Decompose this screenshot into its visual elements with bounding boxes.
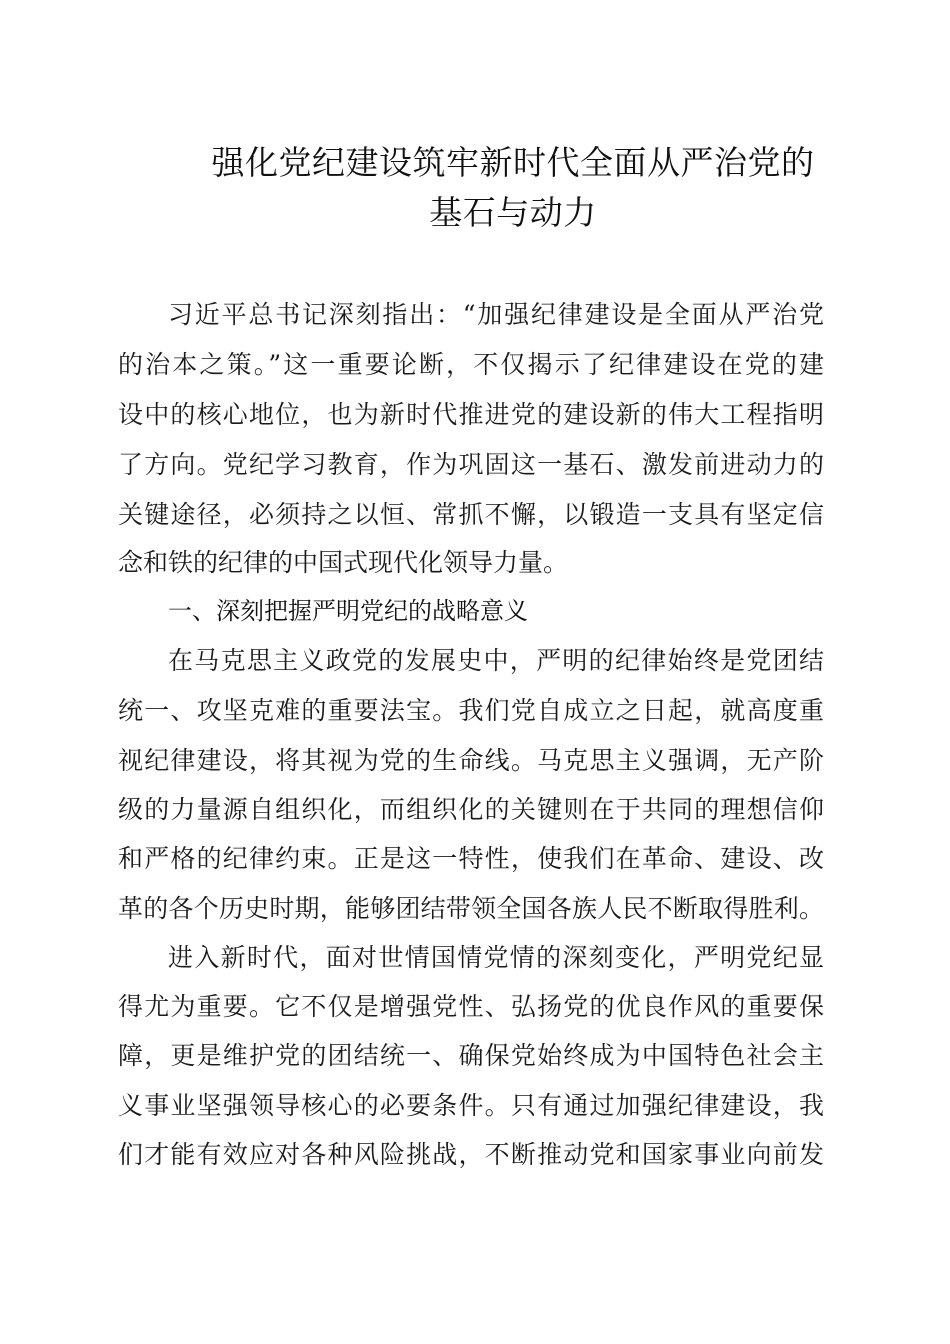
section-heading-1: 一、深刻把握严明党纪的战略意义 xyxy=(168,597,528,625)
paragraph-1-line-3: 设中的核心地位，也为新时代推进党的建设新的伟大工程指明 xyxy=(118,400,824,429)
paragraph-2-line-3: 视纪律建设，将其视为党的生命线。马克思主义强调，无产阶 xyxy=(118,746,824,775)
paragraph-2-line-6: 革的各个历史时期，能够团结带领全国各族人民不断取得胜利。 xyxy=(118,894,824,923)
paragraph-3-line-4: 义事业坚强领导核心的必要条件。只有通过加强纪律建设，我 xyxy=(118,1091,824,1120)
paragraph-2-line-4: 级的力量源自组织化，而组织化的关键则在于共同的理想信仰 xyxy=(118,795,824,824)
paragraph-1-line-2: 的治本之策。”这一重要论断，不仅揭示了纪律建设在党的建 xyxy=(118,350,824,379)
paragraph-3-line-5: 们才能有效应对各种风险挑战，不断推动党和国家事业向前发 xyxy=(118,1140,824,1169)
paragraph-2-line-2: 统一、攻坚克难的重要法宝。我们党自成立之日起，就高度重 xyxy=(118,696,824,725)
paragraph-1-line-4: 了方向。党纪学习教育，作为巩固这一基石、激发前进动力的 xyxy=(118,450,824,479)
paragraph-2-line-1: 在马克思主义政党的发展史中，严明的纪律始终是党团结 xyxy=(168,646,824,675)
document-title-line-1: 强化党纪建设筑牢新时代全面从严治党的 xyxy=(211,143,815,182)
paragraph-1-line-1: 习近平总书记深刻指出：“加强纪律建设是全面从严治党 xyxy=(168,300,824,329)
paragraph-3-line-3: 障，更是维护党的团结统一、确保党始终成为中国特色社会主 xyxy=(118,1041,824,1070)
paragraph-3-line-1: 进入新时代，面对世情国情党情的深刻变化，严明党纪显 xyxy=(168,943,824,972)
paragraph-3-line-2: 得尤为重要。它不仅是增强党性、弘扬党的优良作风的重要保 xyxy=(118,992,824,1021)
paragraph-2-line-5: 和严格的纪律约束。正是这一特性，使我们在革命、建设、改 xyxy=(118,844,824,873)
document-title-line-2: 基石与动力 xyxy=(429,193,597,232)
paragraph-1-line-6: 念和铁的纪律的中国式现代化领导力量。 xyxy=(118,548,569,577)
paragraph-1-line-5: 关键途径，必须持之以恒、常抓不懈，以锻造一支具有坚定信 xyxy=(118,500,824,529)
